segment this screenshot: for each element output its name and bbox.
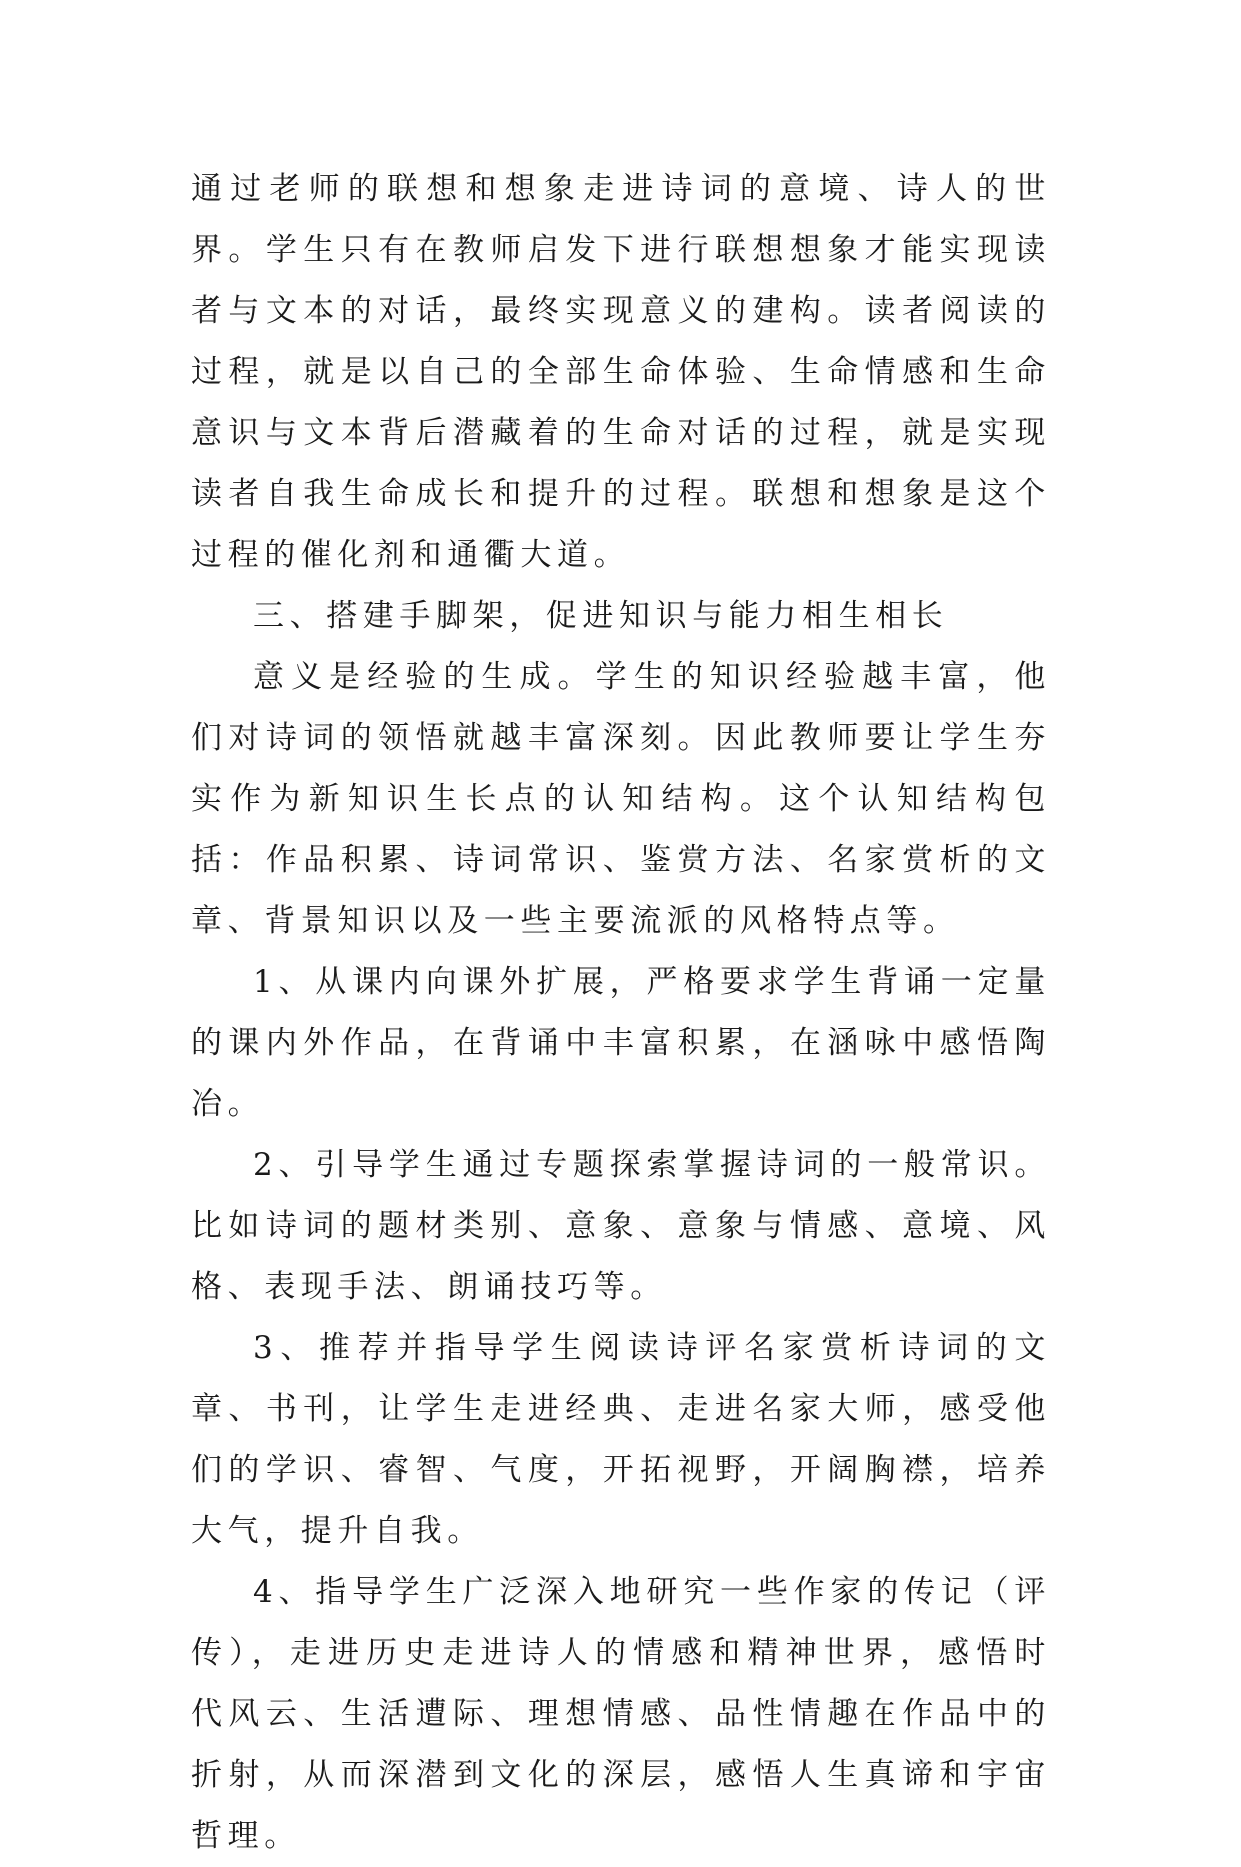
list-item-2: 2、引导学生通过专题探索掌握诗词的一般常识。比如诗词的题材类别、意象、意象与情感、意境、风格、表现手法、朗诵技巧等。: [191, 1147, 1051, 1305]
document-body: [191, 159, 1051, 1867]
list-item-3: 3、推荐并指导学生阅读诗评名家赏析诗词的文章、书刊，让学生走进经典、走进名家大师，感受他们的学识、睿智、气度，开拓视野，开阔胸襟，培养大气，提升自我。: [191, 1330, 1051, 1549]
list-item-1: 1、从课内向课外扩展，严格要求学生背诵一定量的课内外作品，在背诵中丰富积累，在涵咏中感悟陶冶。: [191, 964, 1051, 1122]
list-item-4: 4、指导学生广泛深入地研究一些作家的传记（评传），走进历史走进诗人的情感和精神世界，感悟时代风云、生活遭际、理想情感、品性情趣在作品中的折射，从而深潜到文化的深层，感悟人生真谛和宇宙哲理。: [191, 1574, 1051, 1854]
paragraph-intro: 意义是经验的生成。学生的知识经验越丰富，他们对诗词的领悟就越丰富深刻。因此教师要让学生夯实作为新知识生长点的认知结构。这个认知结构包括：作品积累、诗词常识、鉴赏方法、名家赏析的文章、背景知识以及一些主要流派的风格特点等。: [191, 659, 1051, 939]
paragraph-continued: 通过老师的联想和想象走进诗词的意境、诗人的世界。学生只有在教师启发下进行联想想象才能实现读者与文本的对话，最终实现意义的建构。读者阅读的过程，就是以自己的全部生命体验、生命情感和生命意识与文本背后潜藏着的生命对话的过程，就是实现读者自我生命成长和提升的过程。联想和想象是这个过程的催化剂和通衢大道。: [191, 171, 1051, 573]
section-heading: 三、搭建手脚架，促进知识与能力相生相长: [253, 598, 949, 634]
